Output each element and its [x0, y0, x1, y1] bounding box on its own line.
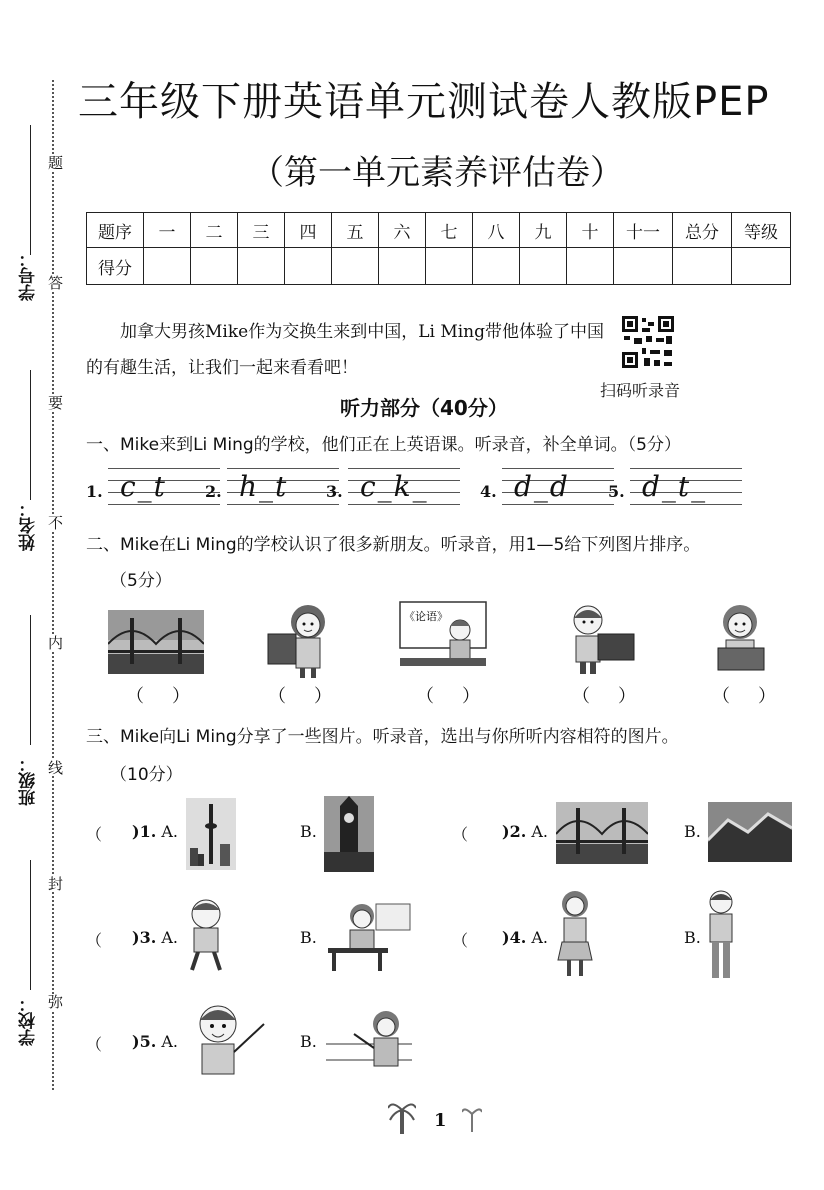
table-header-cell: 七 — [426, 213, 473, 248]
book-title-text: 《论语》 — [404, 610, 448, 623]
option-b-label: B. — [684, 822, 701, 841]
item-number — [132, 928, 178, 947]
intro-paragraph: 加拿大男孩Mike作为交换生来到中国，Li Ming带他体验了中国的有趣生活，让我们一起来看看吧！ — [86, 322, 605, 378]
table-header-cell: 等级 — [732, 213, 791, 248]
palm-tree-icon — [388, 1098, 416, 1134]
question-3-prompt: 三、Mike向Li Ming分享了一些图片。听录音，选出与你所听内容相符的图片。 — [86, 727, 679, 747]
word-number: 5. — [608, 482, 625, 501]
table-header-cell: 四 — [285, 213, 332, 248]
binding-char: 答 — [48, 274, 64, 292]
boy-teacher-pointer-icon — [186, 1000, 266, 1082]
answer-paren[interactable]: （） — [712, 686, 804, 707]
boy-running-icon — [184, 896, 230, 976]
table-header-cell: 八 — [473, 213, 520, 248]
answer-paren[interactable]: （） — [268, 686, 360, 707]
answer-paren-left[interactable]: （ — [86, 931, 103, 950]
word-number: 4. — [480, 482, 497, 501]
answer-paren[interactable]: （） — [416, 686, 508, 707]
girl-with-picture-icon — [266, 600, 336, 680]
name-line[interactable] — [30, 370, 31, 500]
boy-standing-icon — [704, 888, 738, 982]
answer-paren-left[interactable]: （ — [86, 1035, 103, 1054]
school-label: 学校： — [19, 995, 39, 1046]
table-header-cell: 六 — [379, 213, 426, 248]
binding-char: 题 — [48, 154, 64, 172]
cn-tower-picture — [186, 798, 236, 870]
score-cell[interactable] — [473, 248, 520, 285]
item-number — [132, 1032, 178, 1051]
item-number — [502, 822, 548, 841]
item-number — [132, 822, 178, 841]
girl-teacher-pointer-icon — [324, 1004, 414, 1080]
word-number: 1. — [86, 482, 103, 501]
item-number — [502, 928, 548, 947]
score-row-label: 得分 — [87, 248, 144, 285]
answer-paren[interactable]: （） — [126, 686, 218, 707]
binding-char: 弥 — [48, 993, 64, 1011]
page-subtitle: （第一单元素养评估卷） — [250, 153, 624, 193]
option-a-label: A. — [531, 822, 549, 841]
answer-paren-left[interactable]: （ — [452, 931, 469, 950]
table-header-cell: 五 — [332, 213, 379, 248]
table-header-cell: 十 — [567, 213, 614, 248]
binding-dotted-line — [52, 80, 54, 1090]
class-label: 班级： — [19, 755, 39, 806]
score-cell[interactable] — [673, 248, 732, 285]
item-number-text: )5. — [132, 1032, 157, 1051]
golden-gate-bridge-picture — [108, 610, 204, 674]
golden-gate-bridge-picture — [556, 802, 648, 864]
boy-with-picture-icon — [560, 600, 640, 676]
option-b-label: B. — [684, 928, 701, 947]
binding-char: 不 — [48, 514, 64, 532]
score-cell[interactable] — [379, 248, 426, 285]
binding-char: 封 — [48, 875, 64, 893]
score-cell[interactable] — [144, 248, 191, 285]
name-label: 姓名： — [19, 500, 39, 551]
handwritten-word: d_t_ — [642, 470, 708, 503]
handwritten-word: c_t — [120, 470, 167, 503]
sprout-icon — [462, 1106, 482, 1132]
answer-paren-left[interactable]: （ — [86, 825, 103, 844]
binding-char: 线 — [48, 759, 64, 777]
girl-standing-icon — [556, 888, 594, 980]
answer-paren-left[interactable]: （ — [452, 825, 469, 844]
listening-section-title: 听力部分（40分） — [340, 396, 508, 420]
score-cell[interactable] — [332, 248, 379, 285]
score-cell[interactable] — [567, 248, 614, 285]
score-cell[interactable] — [191, 248, 238, 285]
score-cell[interactable] — [285, 248, 332, 285]
handwritten-word: d_d — [514, 470, 570, 503]
handwritten-word: h_t — [239, 470, 289, 503]
class-line[interactable] — [30, 615, 31, 745]
question-1-prompt: 一、Mike来到Li Ming的学校，他们正在上英语课。听录音，补全单词。（5分） — [86, 435, 681, 455]
option-a-label: A. — [161, 822, 179, 841]
option-b-label: B. — [300, 822, 317, 841]
question-2-points: （5分） — [110, 571, 172, 591]
score-cell[interactable] — [732, 248, 791, 285]
table-header-cell: 一 — [144, 213, 191, 248]
girl-with-photo-icon — [710, 600, 770, 674]
big-ben-picture — [324, 796, 374, 872]
score-cell[interactable] — [614, 248, 673, 285]
question-2-prompt: 二、Mike在Li Ming的学校认识了很多新朋友。听录音，用1—5给下列图片排序。 — [86, 535, 701, 555]
table-header-cell: 九 — [520, 213, 567, 248]
student-id-label: 学号： — [19, 250, 39, 301]
binding-char: 要 — [48, 394, 64, 412]
student-id-line[interactable] — [30, 125, 31, 255]
score-cell[interactable] — [520, 248, 567, 285]
option-a-label: A. — [161, 1032, 179, 1051]
score-cell[interactable] — [238, 248, 285, 285]
item-number-text: )3. — [132, 928, 157, 947]
handwritten-word: c_k_ — [360, 470, 429, 503]
word-number: 2. — [205, 482, 222, 501]
word-number: 3. — [326, 482, 343, 501]
option-a-label: A. — [531, 928, 549, 947]
score-table — [86, 212, 791, 285]
binding-char: 内 — [48, 634, 64, 652]
great-wall-picture — [708, 802, 792, 862]
option-b-label: B. — [300, 1032, 317, 1051]
question-3-points: （10分） — [110, 765, 183, 785]
score-cell[interactable] — [426, 248, 473, 285]
teacher-at-blackboard-icon — [398, 600, 490, 678]
table-header-cell: 三 — [238, 213, 285, 248]
table-header-cell: 总分 — [673, 213, 732, 248]
option-a-label: A. — [161, 928, 179, 947]
page-number: 1 — [434, 1110, 447, 1131]
school-line[interactable] — [30, 860, 31, 990]
girl-at-desk-icon — [326, 898, 412, 974]
option-b-label: B. — [300, 928, 317, 947]
answer-paren[interactable]: （） — [572, 686, 664, 707]
table-header-cell: 题序 — [87, 213, 144, 248]
item-number-text: )1. — [132, 822, 157, 841]
item-number-text: )2. — [502, 822, 527, 841]
table-header-cell: 十一 — [614, 213, 673, 248]
item-number-text: )4. — [502, 928, 527, 947]
qr-caption: 扫码听录音 — [600, 381, 681, 400]
qr-code-icon[interactable] — [620, 314, 676, 370]
page-title: 三年级下册英语单元测试卷人教版PEP — [78, 79, 770, 125]
table-header-cell: 二 — [191, 213, 238, 248]
